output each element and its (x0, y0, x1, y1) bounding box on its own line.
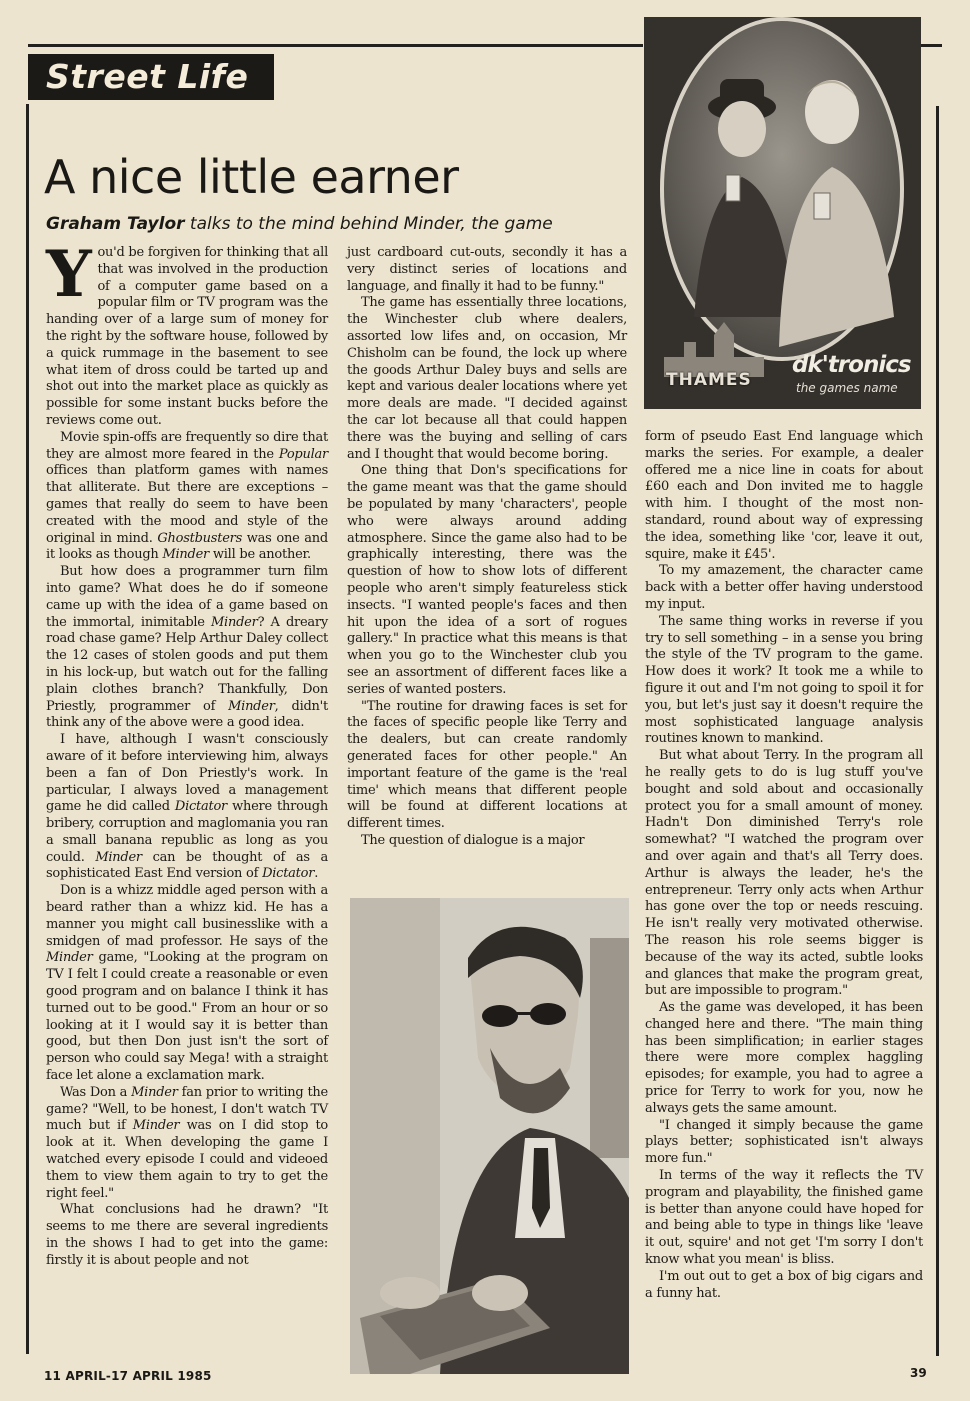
paragraph: But how does a programmer turn film into game? What does he do if someone came up with the idea of a game based on the immortal, inimitable Minder? A dreary road chase game? Help Arthur Daley collect the 12 cases of stolen goods and put them in his lock-up, but watch out for the falling plain clothes branch? Thankfully, Don Priestly, programmer of Minder, didn't think any of the above were a good idea. (46, 564, 328, 731)
column-1 (46, 237, 329, 1270)
paragraph: But what about Terry. In the program all he really gets to do is lug stuff you've bought and sold about and occasionally protect you for a small amount of money. Hadn't Don diminished Terry's role somewhat? "I watched the program over and over again and that's all Terry does. Arthur is always the leader, he's the entrepreneur. Terry only acts when Arthur has gone over the top or needs rescuing. He isn't really very motivated otherwise. The reason his role seems bigger is because of the way its acted, subtle looks and glances that make the program great, but are impossible to program." (645, 748, 923, 999)
paragraph: To my amazement, the character came back with a better offer having understood my input. (645, 563, 923, 612)
promo-photo-art (644, 17, 921, 409)
paragraph: Don is a whizz middle aged person with a beard rather than a whizz kid. He has a manner you might call businesslike with a smidgen of mad professor. He says of the Minder game, "Looking at the program on TV I felt I could create a reasonable or even good program and on balance I think it has turned out to be good." From an hour or so looking at it I would say it is better than good, but then Don just isn't the sort of person who could say Mega! with a straight face let alone a exclamation mark. (46, 883, 328, 1084)
paragraph: I'm out out to get a box of big cigars and a funny hat. (645, 1268, 923, 1301)
paragraph: The same thing works in reverse if you try to sell something – in a sense you bring the style of the TV program to the game. How does it work? It took me a while to figure it out and I'm not going to spoil it for you, but let's just say it doesn't require the most sophisticated language analysis routines known to mankind. (645, 613, 923, 747)
paragraph: Was Don a Minder fan prior to writing the game? "Well, to be honest, I don't watch TV much but if Minder was on I did stop to look at it. When developing the game I watched every episode I could and videoed them to view them again to try to get the right feel." (46, 1084, 329, 1201)
article-headline: A nice little earner (44, 150, 459, 204)
programmer-photo-art (350, 898, 629, 1374)
column-3 (645, 429, 923, 1302)
page-number: 39 (910, 1366, 927, 1380)
paragraph: just cardboard cut-outs, secondly it has a very distinct series of locations and language, and finally it had to be funny." (347, 245, 627, 294)
paragraph: form of pseudo East End language which marks the series. For example, a dealer offered me a nice line in coats for about £60 each and Don invited me to haggle with him. I thought of the most non-standard, round about way of expressing the idea, something like 'cor, leave it out, squire, make it £45'. (645, 429, 923, 562)
column-2 (347, 245, 627, 850)
dktronics-tagline: the games name (796, 381, 898, 395)
article-standfirst (46, 214, 553, 234)
thames-logo: THAMES (666, 370, 752, 390)
paragraph: You'd be forgiven for thinking that all that was involved in the production of a computer game based on a popular film or TV program was the handing over of a large sum of money for the right by the software house, followed by a quick rummage in the basement to see what item of dross could be tarted up and shot out into the market place as quickly as possible for some instant bucks before the reviews come out. (46, 237, 328, 428)
paragraph: As the game was developed, it has been changed here and there. "The main thing has been simplification; in earlier stages there were more complex haggling episodes; for example, you had to agree a price for Terry to work for you, now he always gets the same amount. (645, 1000, 923, 1116)
byline-text: talks to the mind behind Minder, the game (189, 214, 553, 234)
paragraph: The game has essentially three locations, the Winchester club where dealers, assorted low lifes and, on occasion, Mr Chisholm can be found, the lock up where the goods Arthur Daley buys and sells are kept and various dealer locations where yet more deals are made. "I decided against the car lot because all that could happen there was the buying and selling of cars and I thought that would become boring. (347, 295, 627, 462)
byline-author: Graham Taylor (46, 214, 185, 234)
left-rule (26, 104, 29, 1354)
paragraph: One thing that Don's specifications for the game meant was that the game should be populated by many 'characters', people who were always around adding atmosphere. Since the game also had to be graphically interesting, there was the question of how to show lots of different people who aren't simply featureless stick insects. "I wanted people's faces and then hit upon the idea of a sort of rogues gallery." In practice what this means is that when you go to the Winchester club you see an assortment of different faces like a series of wanted posters. (347, 463, 627, 697)
section-banner: Street Life (28, 54, 274, 100)
right-rule (936, 106, 939, 1356)
promo-photo (644, 17, 921, 409)
paragraph: "I changed it simply because the game plays better; sophisticated isn't always more fun." (645, 1117, 923, 1167)
programmer-photo (350, 898, 629, 1374)
paragraph: "The routine for drawing faces is set for the faces of specific people like Terry and the dealers, but can create randomly generated faces for other people." An important feature of the game is the 'real time' which means that different people will be found at different locations at different times. (347, 698, 627, 832)
issue-date: 11 APRIL-17 APRIL 1985 (44, 1369, 212, 1383)
top-rule (28, 44, 643, 47)
paragraph: Movie spin-offs are frequently so dire that they are almost more feared in the Popular offices than platform games with names that alliterate. But there are exceptions – games that really do seem to have been created with the mood and style of the original in mind. Ghostbusters was one and it looks as though Minder will be another. (46, 429, 328, 563)
dktronics-logo: dk'tronics (792, 352, 911, 378)
drop-cap: Y (46, 237, 92, 312)
paragraph: The question of dialogue is a major (361, 832, 585, 848)
top-rule-right (920, 44, 942, 47)
paragraph: What conclusions had he drawn? "It seems to me there are several ingredients in the shows I had to get into the game: firstly it is about people and not (46, 1202, 328, 1268)
paragraph: In terms of the way it reflects the TV program and playability, the finished game is better than anyone could have hoped for and being able to type in things like 'leave it out, squire' and not get 'I'm sorry I don't know what you mean' is bliss. (645, 1168, 923, 1268)
paragraph: I have, although I wasn't consciously aware of it before interviewing him, always been a fan of Don Priestly's work. In particular, I always loved a management game he did called Dictator where through bribery, corruption and maglomania you ran a small banana republic as long as you could. Minder can be thought of as a sophisticated East End version of Dictator. (46, 732, 328, 882)
